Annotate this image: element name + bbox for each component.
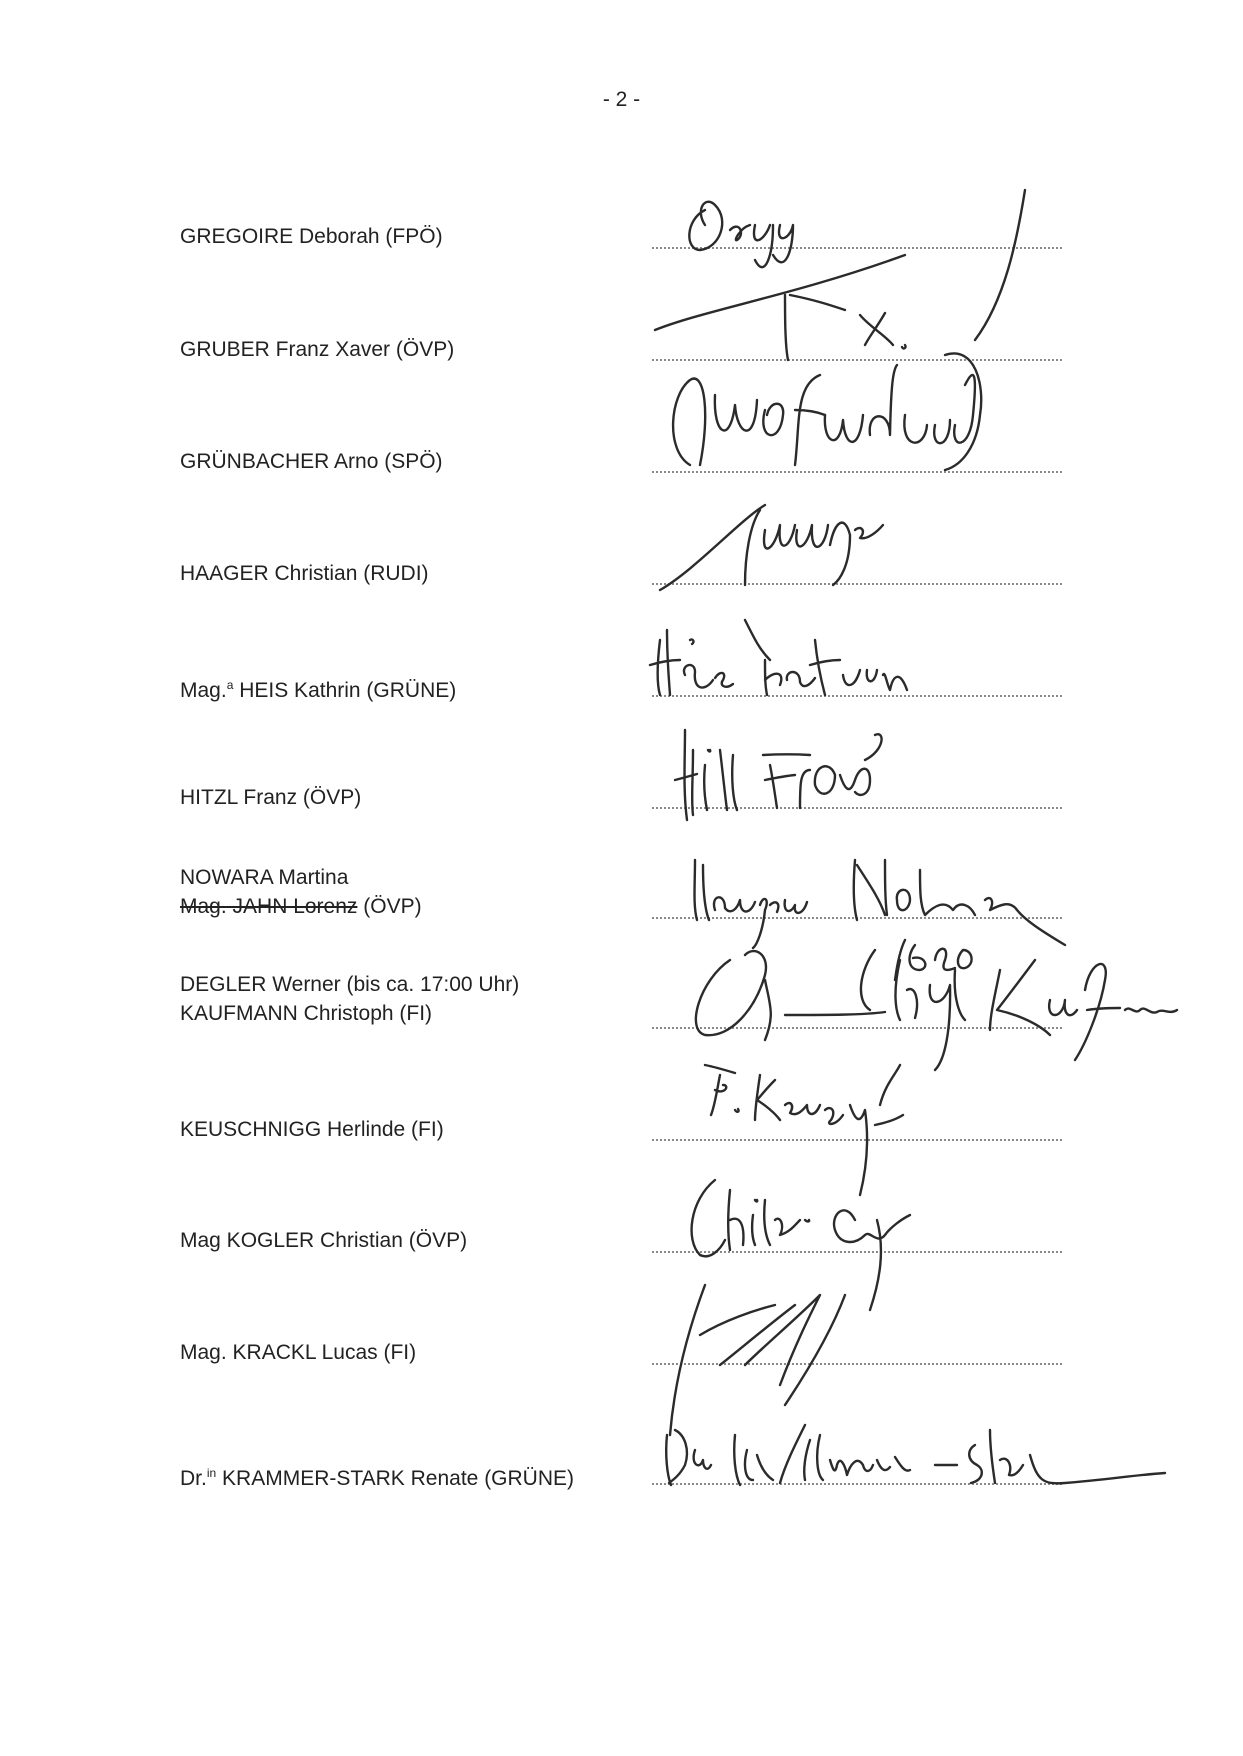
- signatory-name: GRÜNBACHER Arno (SPÖ): [180, 450, 443, 473]
- signature-line: [652, 1139, 1062, 1141]
- signature-krackl: [645, 1275, 1185, 1395]
- signature-line: [652, 247, 1062, 249]
- signature-heis: [645, 600, 1185, 720]
- signature-line: [652, 807, 1062, 809]
- signatory-name: Mag.$^a$ HEIS Kathrin (GRÜNE): [180, 678, 457, 702]
- signatory-name: DEGLER Werner (bis ca. 17:00 Uhr) KAUFMANN Christoph (FI): [180, 973, 520, 1025]
- signatory-name: GRUBER Franz Xaver (ÖVP): [180, 338, 455, 361]
- signature-kogler: [645, 1160, 1185, 1280]
- signatory-name: Mag KOGLER Christian (ÖVP): [180, 1229, 468, 1252]
- signature-line: [652, 471, 1062, 473]
- signature-gruenbacher: [645, 355, 1185, 475]
- signature-gregoire: [645, 180, 1185, 300]
- signature-gruber: [645, 235, 1185, 355]
- signature-keuschnigg: [645, 1045, 1185, 1165]
- signature-krammer-stark: [645, 1395, 1185, 1515]
- signature-haager: [645, 470, 1185, 590]
- struck-name: Mag. JAHN Lorenz: [180, 895, 358, 918]
- signatory-name: KEUSCHNIGG Herlinde (FI): [180, 1118, 444, 1141]
- signatory-name: Mag. KRACKL Lucas (FI): [180, 1341, 417, 1364]
- signature-nowara: [645, 820, 1185, 940]
- signature-line: [652, 917, 1062, 919]
- signature-line: [652, 583, 1062, 585]
- signature-line: [652, 1027, 1062, 1029]
- signatory-name: Dr.$^{in}$ KRAMMER-STARK Renate (GRÜNE): [180, 1466, 575, 1490]
- signature-line: [652, 695, 1062, 697]
- signature-line: [652, 359, 1062, 361]
- signature-line: [652, 1483, 1062, 1485]
- page-number: - 2 -: [602, 88, 641, 111]
- signature-hitzl: [645, 710, 1185, 830]
- signatory-name: NOWARA Martina Mag. JAHN Lorenz (ÖVP): [180, 866, 422, 918]
- signature-line: [652, 1363, 1062, 1365]
- signatory-name: HITZL Franz (ÖVP): [180, 786, 362, 809]
- signature-degler-kaufmann: [645, 920, 1185, 1040]
- signatory-name: GREGOIRE Deborah (FPÖ): [180, 225, 443, 248]
- signature-line: [652, 1251, 1062, 1253]
- signatory-name: HAAGER Christian (RUDI): [180, 562, 429, 585]
